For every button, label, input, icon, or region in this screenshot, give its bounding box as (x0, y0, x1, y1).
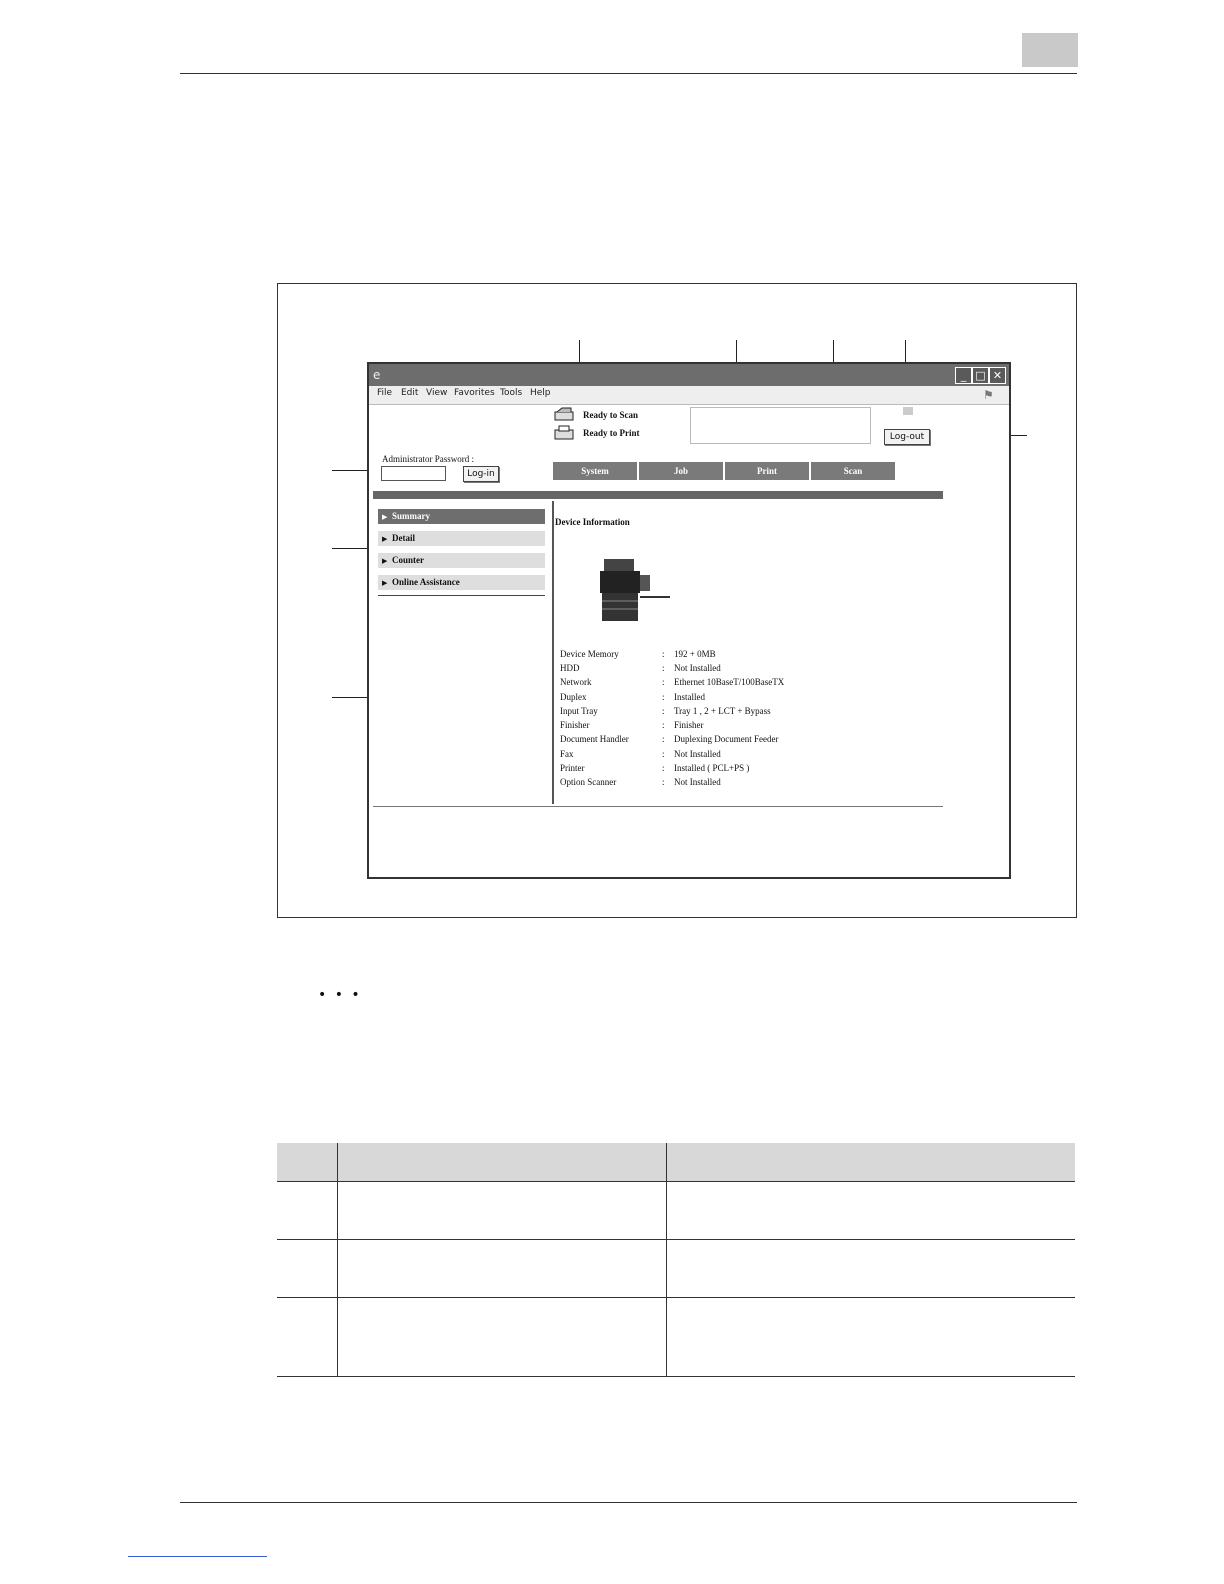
spec-colon: : (662, 749, 665, 759)
password-input[interactable] (381, 466, 446, 481)
spec-label: HDD (560, 663, 580, 673)
spec-colon: : (662, 763, 665, 773)
spec-label: Option Scanner (560, 777, 617, 787)
sidebar-rule (378, 595, 545, 596)
tab-system[interactable]: System (553, 462, 637, 480)
sidebar-item-summary[interactable] (378, 509, 545, 524)
sidebar-item-counter[interactable] (378, 553, 545, 568)
spec-label: Document Handler (560, 734, 629, 744)
logout-button[interactable]: Log-out (884, 429, 930, 445)
table-column-divider (337, 1143, 338, 1377)
spec-value: Not Installed (674, 749, 721, 759)
spec-colon: : (662, 706, 665, 716)
spec-value: 192 + 0MB (674, 649, 716, 659)
menu-bar (369, 386, 1009, 405)
menu-view[interactable]: View (426, 388, 448, 398)
scanner-icon (553, 407, 575, 423)
spec-value: Ethernet 10BaseT/100BaseTX (674, 677, 785, 687)
spec-value: Installed (674, 692, 705, 702)
sidebar-item-detail[interactable] (378, 531, 545, 546)
copier-image (594, 557, 674, 627)
tab-scan[interactable]: Scan (811, 462, 895, 480)
sidebar-item-label: Counter (392, 555, 424, 565)
spec-value: Duplexing Document Feeder (674, 734, 779, 744)
spec-label: Finisher (560, 720, 590, 730)
scan-status: Ready to Scan (583, 410, 639, 420)
spec-value: Not Installed (674, 663, 721, 673)
table-row-rule (277, 1376, 1075, 1377)
content-bottom-rule (373, 806, 943, 807)
sidebar-item-label: Detail (392, 533, 415, 543)
footer-rule (180, 1502, 1077, 1503)
menu-edit[interactable]: Edit (401, 388, 419, 398)
sidebar-item-label: Online Assistance (392, 577, 460, 587)
triangle-right-icon: ▶ (382, 535, 388, 543)
triangle-right-icon: ▶ (382, 579, 388, 587)
sidebar-item-online-assistance[interactable] (378, 575, 545, 590)
spec-value: Tray 1 , 2 + LCT + Bypass (674, 706, 771, 716)
browser-window (367, 362, 1011, 879)
spec-value: Installed ( PCL+PS ) (674, 763, 750, 773)
triangle-right-icon: ▶ (382, 557, 388, 565)
spec-colon: : (662, 734, 665, 744)
title-bar (369, 364, 1009, 386)
table-row-rule (277, 1239, 1075, 1240)
menu-file[interactable]: File (377, 388, 393, 398)
close-button[interactable]: ✕ (989, 367, 1006, 384)
spec-value: Finisher (674, 720, 704, 730)
spec-colon: : (662, 663, 665, 673)
spec-label: Device Memory (560, 649, 619, 659)
header-rule (180, 73, 1077, 74)
spec-label: Fax (560, 749, 574, 759)
spec-colon: : (662, 649, 665, 659)
spec-label: Duplex (560, 692, 587, 702)
user-icon (903, 407, 913, 415)
minimize-button[interactable]: _ (955, 367, 972, 384)
footer-link-underline (128, 1556, 267, 1557)
spec-colon: : (662, 777, 665, 787)
spec-value: Not Installed (674, 777, 721, 787)
table-header-row (277, 1143, 1075, 1181)
message-box (690, 407, 871, 444)
page-number-badge (1022, 33, 1078, 67)
spec-colon: : (662, 677, 665, 687)
spec-label: Input Tray (560, 706, 598, 716)
table-row-rule (277, 1181, 1075, 1182)
sidebar-item-label: Summary (392, 511, 430, 521)
tab-job[interactable]: Job (639, 462, 723, 480)
spec-label: Network (560, 677, 592, 687)
triangle-right-icon: ▶ (382, 513, 388, 521)
note-marker: • • • (318, 987, 362, 1003)
login-button[interactable]: Log-in (463, 466, 499, 482)
table-column-divider (666, 1143, 667, 1377)
content-divider (552, 501, 554, 804)
maximize-button[interactable]: □ (972, 367, 989, 384)
description-table (277, 1143, 1075, 1377)
menu-help[interactable]: Help (530, 388, 551, 398)
menu-favorites[interactable]: Favorites (454, 388, 495, 398)
header-divider-bar (373, 491, 943, 499)
spec-label: Printer (560, 763, 585, 773)
printer-icon (553, 425, 575, 441)
browser-icon: e (373, 368, 381, 382)
print-status: Ready to Print (583, 428, 640, 438)
tab-print[interactable]: Print (725, 462, 809, 480)
menu-tools[interactable]: Tools (500, 388, 523, 398)
spec-colon: : (662, 720, 665, 730)
password-label: Administrator Password : (382, 454, 474, 464)
table-row-rule (277, 1297, 1075, 1298)
windows-logo-icon: ⚑ (983, 388, 994, 402)
device-info-title: Device Information (555, 517, 630, 527)
spec-colon: : (662, 692, 665, 702)
